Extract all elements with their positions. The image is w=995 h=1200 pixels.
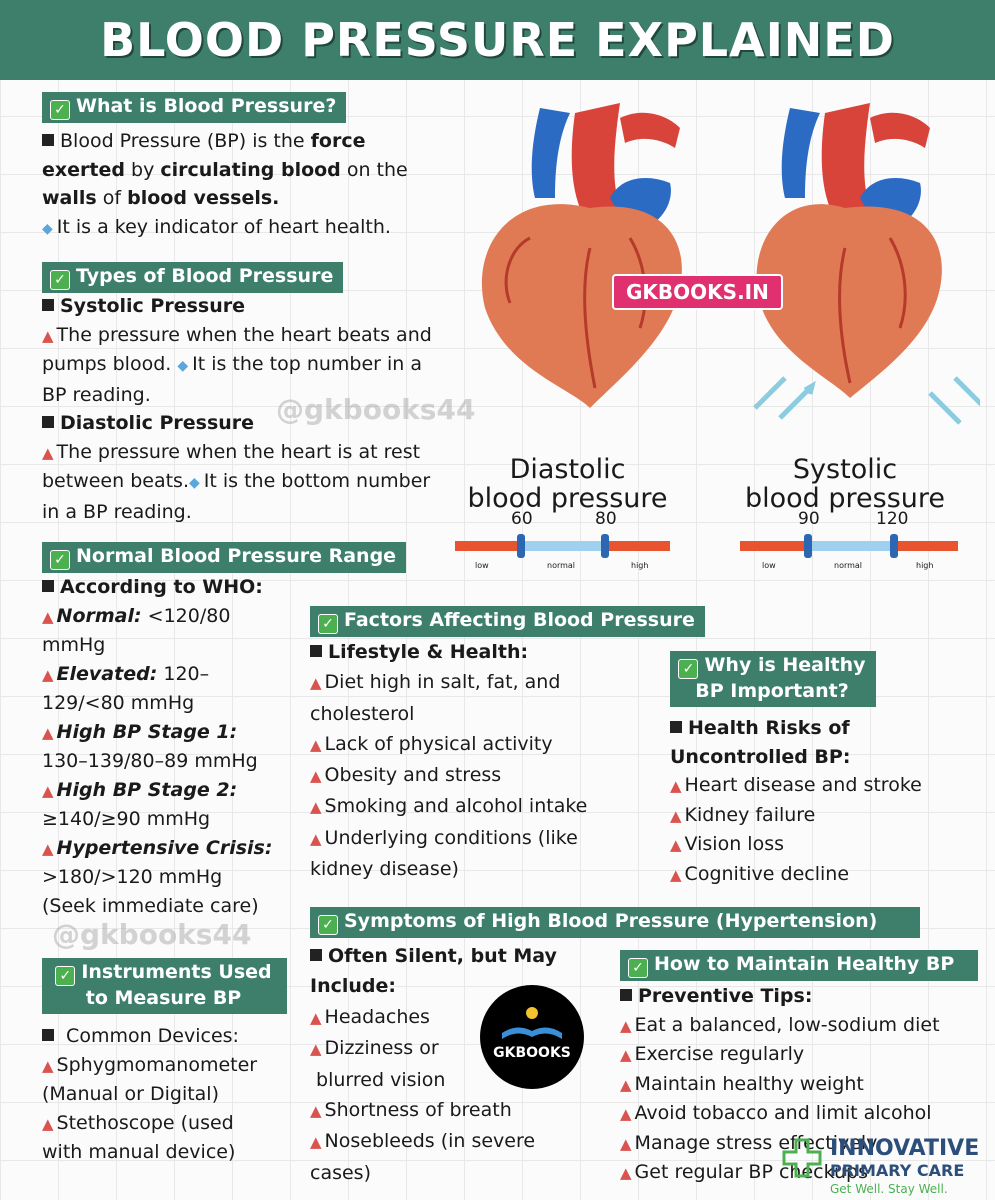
square-bullet-icon	[42, 134, 54, 146]
why-text: Health Risks of Uncontrolled BP: ▲ Heart disease and stroke ▲ Kidney failure ▲ Vision loss ▲ Cognitive decline	[670, 717, 922, 885]
factors-text: Lifestyle & Health: ▲ Diet high in salt, fat, and cholesterol ▲ Lack of physical activity ▲ Obesity and stress ▲ Smoking and alcohol intake ▲ Underlying conditions (like kidney disease)	[310, 641, 588, 881]
range-text: According to WHO: ▲ Normal: <120/80 mmHg ▲ Elevated: 120– 129/<80 mmHg ▲ High BP Stage 1: 130–139/80–89 mmHg ▲ High BP Stage 2: ≥140/≥90 mmHg ▲ Hypertensive Crisis: >180/>120 mmHg (Seek immediate care)	[42, 576, 273, 917]
systolic-label: Systolic blood pressure	[744, 454, 946, 514]
check-icon: ✓	[678, 659, 698, 679]
symptoms-text: Often Silent, but May Include: ▲ Headaches ▲ Dizziness or blurred vision ▲ Shortness of breath ▲ Nosebleeds (in severe cases)	[310, 945, 557, 1184]
types-text: Systolic Pressure ▲ The pressure when the heart beats and pumps blood. ◆ It is the top number in a BP reading. Diastolic Pressure ▲ The pressure when the heart is at rest between beats.◆ It is the bottom number in a BP reading.	[42, 295, 432, 523]
what-is-bp-text: Blood Pressure (BP) is the force exerted by circulating blood on the walls of blood vessels. ◆ It is a key indicator of heart health.	[42, 130, 408, 238]
why-heading: ✓ Why is Healthy BP Important?	[670, 651, 876, 707]
diamond-bullet-icon: ◆	[177, 358, 189, 374]
instruments-heading: ✓ Instruments Used to Measure BP	[42, 958, 287, 1014]
instruments-text: Common Devices: ▲ Sphygmomanometer (Manual or Digital) ▲ Stethoscope (used with manual device)	[42, 1025, 258, 1163]
check-icon: ✓	[50, 100, 70, 120]
diastolic-scale: 60 80 low normal high	[455, 515, 670, 575]
systolic-scale: 90 120 low normal high	[740, 515, 958, 575]
types-heading: ✓ Types of Blood Pressure	[42, 262, 343, 293]
triangle-bullet-icon: ▲	[42, 326, 54, 345]
maintain-heading: ✓ How to Maintain Healthy BP	[620, 950, 978, 981]
title-banner	[0, 0, 995, 80]
what-is-bp-heading: ✓ What is Blood Pressure?	[42, 92, 346, 123]
square-bullet-icon	[42, 1029, 54, 1041]
square-bullet-icon	[620, 989, 632, 1001]
check-icon: ✓	[50, 550, 70, 570]
gkbooks-label: GKBOOKS.IN	[612, 274, 783, 310]
maintain-text: Preventive Tips: ▲ Eat a balanced, low-sodium diet ▲ Exercise regularly ▲ Maintain healthy weight ▲ Avoid tobacco and limit alcohol ▲ Manage stress effectively ▲ Get regular BP checkups	[620, 985, 940, 1183]
check-icon: ✓	[50, 270, 70, 290]
diastolic-label: Diastolic blood pressure	[467, 454, 668, 514]
check-icon: ✓	[628, 958, 648, 978]
check-icon: ✓	[318, 915, 338, 935]
square-bullet-icon	[42, 416, 54, 428]
innovative-primary-care-logo: INNOVATIVE PRIMARY CARE Get Well. Stay Well.	[790, 1138, 979, 1196]
heart-icon-right	[755, 103, 980, 423]
square-bullet-icon	[670, 721, 682, 733]
square-bullet-icon	[310, 949, 322, 961]
gkbooks-logo: GKBOOKS	[480, 985, 584, 1089]
range-heading: ✓ Normal Blood Pressure Range	[42, 542, 406, 573]
cross-icon	[782, 1138, 822, 1178]
square-bullet-icon	[310, 645, 322, 657]
check-icon: ✓	[55, 966, 75, 986]
heart-icon-left	[482, 103, 682, 408]
hearts-illustration	[470, 88, 980, 438]
check-icon: ✓	[318, 614, 338, 634]
square-bullet-icon	[42, 299, 54, 311]
square-bullet-icon	[42, 580, 54, 592]
diamond-bullet-icon: ◆	[188, 475, 200, 491]
factors-heading: ✓ Factors Affecting Blood Pressure	[310, 606, 705, 637]
diamond-bullet-icon: ◆	[42, 220, 53, 237]
symptoms-heading: ✓ Symptoms of High Blood Pressure (Hypertension)	[310, 907, 920, 938]
page-title: BLOOD PRESSURE EXPLAINED	[100, 13, 895, 67]
watermark: @gkbooks44	[276, 393, 476, 426]
watermark: @gkbooks44	[52, 918, 252, 951]
triangle-bullet-icon: ▲	[42, 443, 54, 462]
